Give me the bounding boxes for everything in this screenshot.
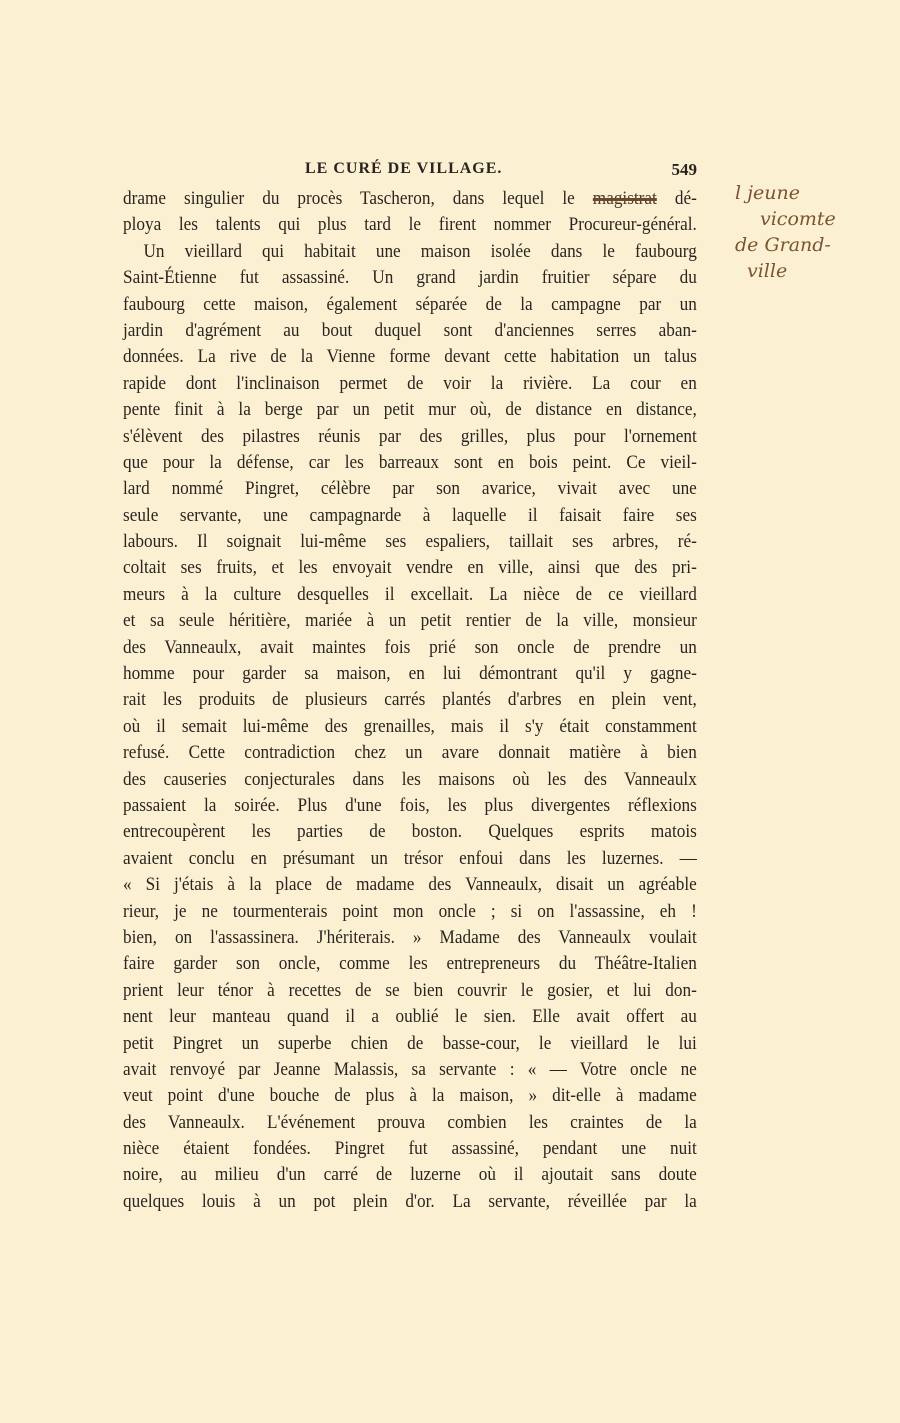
text-line: entrecoupèrent les parties de boston. Quelques esprits matois xyxy=(123,822,697,843)
text-line: faubourg cette maison, également séparée de la campagne par un xyxy=(123,294,697,315)
text-line: avait renvoyé par Jeanne Malassis, sa servante : « — Votre oncle ne xyxy=(123,1059,697,1080)
text-line: pente finit à la berge par un petit mur où, de distance en distance, xyxy=(123,400,697,421)
text-line: seule servante, une campagnarde à laquelle il faisait faire ses xyxy=(123,505,697,526)
text-line: faire garder son oncle, comme les entrepreneurs du Théâtre-Italien xyxy=(123,954,697,975)
text-line: Un vieillard qui habitait une maison isolée dans le faubourg xyxy=(143,241,697,262)
text-line: rapide dont l'inclinaison permet de voir la rivière. La cour en xyxy=(123,373,697,394)
text-line: des Vanneaulx. L'événement prouva combien les craintes de la xyxy=(123,1112,697,1133)
page-number: 549 xyxy=(671,160,697,179)
text-line: meurs à la culture desquelles il excellait. La nièce de ce vieillard xyxy=(123,584,697,605)
text-line: des causeries conjecturales dans les maisons où les des Vanneaulx xyxy=(123,769,697,790)
text-line: petit Pingret un superbe chien de basse-cour, le vieillard le lui xyxy=(123,1033,697,1054)
text-line: nièce étaient fondées. Pingret fut assassiné, pendant une nuit xyxy=(123,1139,697,1160)
text-line: noire, au milieu d'un carré de luzerne où il ajoutait sans doute xyxy=(123,1165,697,1186)
struck-word: magistrat xyxy=(592,189,657,209)
text-line: refusé. Cette contradiction chez un avare donnait matière à bien xyxy=(123,743,697,764)
body-text xyxy=(123,186,697,1215)
text-line: « Si j'étais à la place de madame des Vanneaulx, disait un agréable xyxy=(123,875,697,896)
text-line: ploya les talents qui plus tard le firent nommer Procureur-général. xyxy=(123,215,697,236)
handwritten-line: ville xyxy=(747,260,788,282)
text-line: s'élèvent des pilastres réunis par des grilles, plus pour l'ornement xyxy=(123,426,697,447)
text-line: veut point d'une bouche de plus à la maison, » dit-elle à madame xyxy=(123,1086,697,1107)
handwritten-margin-note xyxy=(735,180,885,284)
text-line: jardin d'agrément au bout duquel sont d'anciennes serres aban- xyxy=(123,320,697,341)
text-line: et sa seule héritière, mariée à un petit rentier de la ville, monsieur xyxy=(123,611,697,632)
running-title: LE CURÉ DE VILLAGE. xyxy=(305,160,503,177)
text-span: drame singulier du procès Tascheron, dans lequel le xyxy=(123,189,575,209)
text-line: des Vanneaulx, avait maintes fois prié son oncle de prendre un xyxy=(123,637,697,658)
text-line: nent leur manteau quand il a oublié le sien. Elle avait offert au xyxy=(123,1007,697,1028)
text-line: prient leur ténor à recettes de se bien couvrir le gosier, et lui don- xyxy=(123,980,697,1001)
text-line: homme pour garder sa maison, en lui démontrant qu'il y gagne- xyxy=(123,664,697,685)
text-line: passaient la soirée. Plus d'une fois, les plus divergentes réflexions xyxy=(123,795,697,816)
text-line: Saint-Étienne fut assassiné. Un grand jardin fruitier sépare du xyxy=(123,268,697,289)
text-span: dé- xyxy=(674,189,697,209)
handwritten-line: l jeune xyxy=(735,182,800,204)
page-header xyxy=(123,160,697,182)
text-line: que pour la défense, car les barreaux sont en bois peint. Ce vieil- xyxy=(123,452,697,473)
text-line: bien, on l'assassinera. J'hériterais. » Madame des Vanneaulx voulait xyxy=(123,927,697,948)
text-line: avaient conclu en présumant un trésor enfoui dans les luzernes. — xyxy=(123,848,697,869)
handwritten-line: de Grand- xyxy=(735,234,831,256)
text-line: rieur, je ne tourmenterais point mon oncle ; si on l'assassine, eh ! xyxy=(123,901,697,922)
text-line: labours. Il soignait lui-même ses espaliers, taillait ses arbres, ré- xyxy=(123,532,697,553)
text-line: rait les produits de plusieurs carrés plantés d'arbres en plein vent, xyxy=(123,690,697,711)
handwritten-line: vicomte xyxy=(760,208,836,230)
text-line xyxy=(123,186,697,212)
text-line: quelques louis à un pot plein d'or. La servante, réveillée par la xyxy=(123,1191,697,1212)
text-line: où il semait lui-même des grenailles, mais il s'y était constamment xyxy=(123,716,697,737)
text-line: données. La rive de la Vienne forme devant cette habitation un talus xyxy=(123,347,697,368)
text-line: coltait ses fruits, et les envoyait vendre en ville, ainsi que des pri- xyxy=(123,558,697,579)
text-line: lard nommé Pingret, célèbre par son avarice, vivait avec une xyxy=(123,479,697,500)
